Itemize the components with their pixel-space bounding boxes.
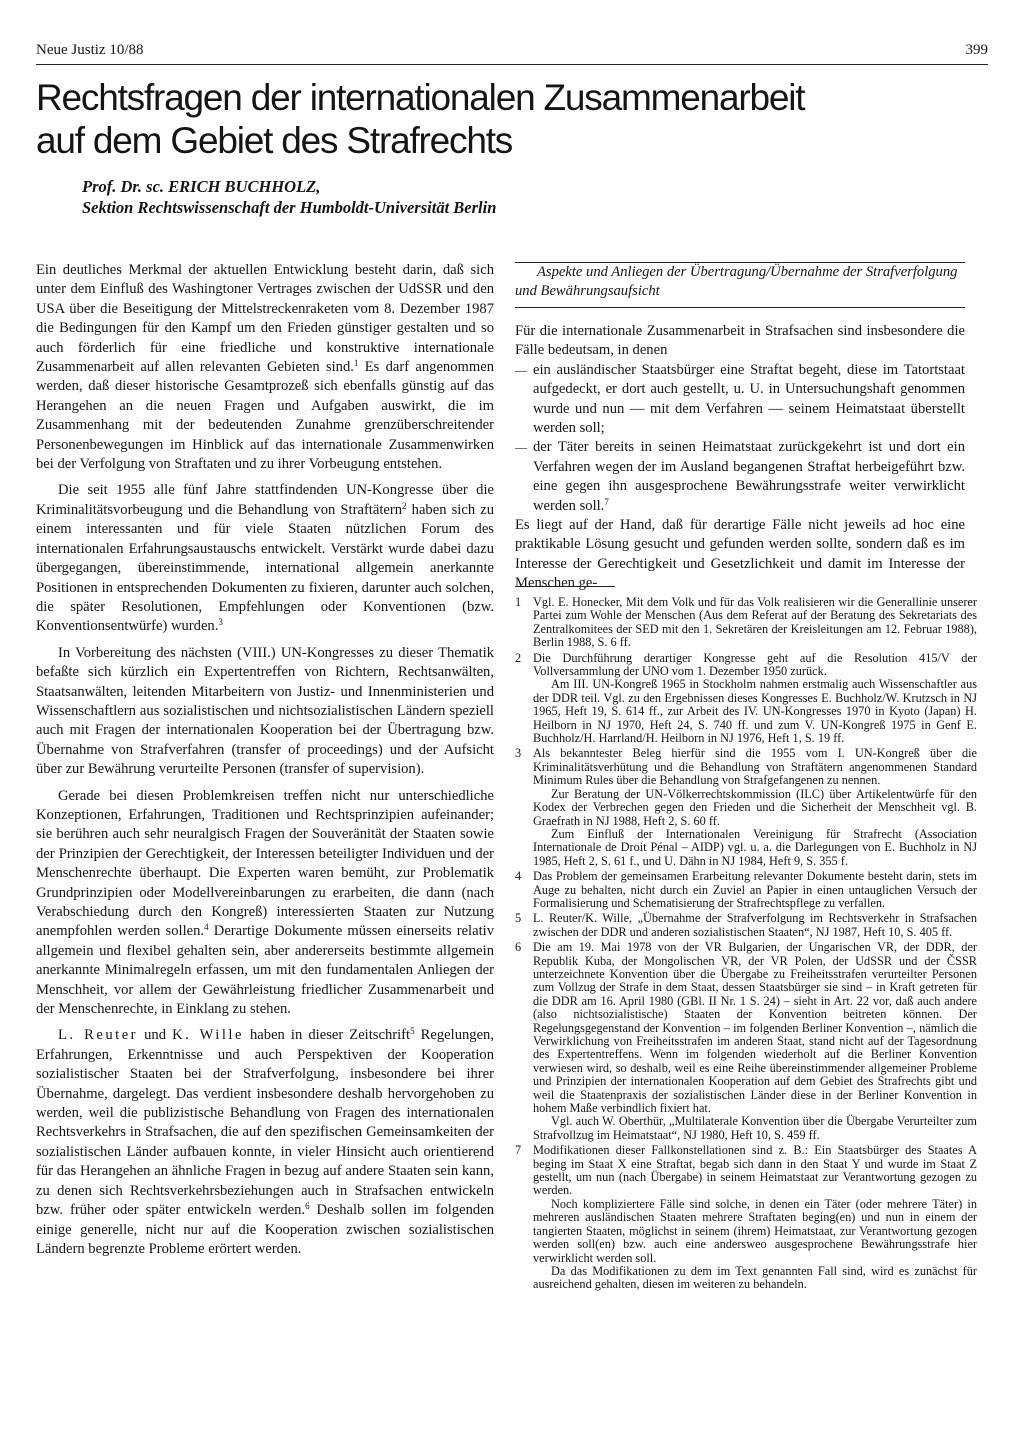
- footnote-ref: 6: [305, 1201, 310, 1212]
- left-column: [36, 261, 494, 1259]
- footnote-number: 2: [515, 650, 522, 665]
- paragraph-3: In Vorbereitung des nächsten (VIII.) UN-Kongresses zu dieser Thematik befaßte sich kürzlich ein Expertentreffen von Richtern, Rechtsanwälten, Staatsanwälten, leitenden Mitarbeitern von Justiz- und Innenministerien und Wissenschaftlern aus sozialistischen und nichtsozialistischen Ländern speziell auch mit Fragen der internationalen Kooperation bei der Übertragung bzw. Übernahme von Strafverfahren (transfer of proceedings) und der Aufsicht über zur Bewährung verurteilte Personen (transfer of supervision).: [36, 644, 494, 778]
- footnote-5: [515, 912, 977, 939]
- footnote-ref: 5: [410, 1026, 415, 1037]
- footnote-text: Vgl. E. Honecker, Mit dem Volk und für das Volk realisieren wir die Generallinie unserer Partei zum Wohle der Menschen (Aus dem Referat auf der Beratung des Sekretariats des Zentralkomitees der SED mit den 1. Sekretären der Kreisleitungen am 12. Februar 1988), Berlin 1988, S. 6 ff.: [533, 595, 977, 650]
- journal-issue: Neue Justiz 10/88: [36, 42, 144, 58]
- footnote-text: Modifikationen dieser Fallkonstellationen sind z. B.: Ein Staatsbürger des Staates A beging im Staat X eine Straftat, begab sich dann in den Staat Y und wurde im Staat Z gestellt, um nun (nach Übergabe) in seinem Heimatstaat zur Verantwortung gezogen zu werden.: [533, 1143, 977, 1198]
- text-run: Deshalb sollen im folgenden einige generelle, nicht nur auf die Kooperation zwischen sozialistischen Ländern begrenzte Probleme erörtert werden.: [36, 1202, 494, 1257]
- list-item: [515, 361, 965, 439]
- footnote-number: 4: [515, 869, 522, 884]
- title-line-1: Rechtsfragen der internationalen Zusammenarbeit: [36, 77, 805, 118]
- text-run: Derartige Dokumente müssen einerseits relativ allgemein und flexibel gehalten sein, aber andererseits bestimmte allgemein anerkannte Minimalregeln erfassen, um mit den fundamentalen Anliegen der Menschheit, vor allem der Gewährleistung friedlicher Zusammenarbeit und der Menschenrechte, in Einklang zu stehen.: [36, 923, 494, 1018]
- footnote-text: Noch kompliziertere Fälle sind solche, in denen ein Täter (oder mehrere Täter) in mehreren ausländischen Staaten mehrere Straftaten beging(en) und nun in einem der tangierten Staaten, möglichst in seinem (ihrem) Heimatstaat, zur Verantwortung gezogen werden soll(en) bzw. auch eine andersweo ausgesprochene Bewährungsstrafe hier verwirklicht werden soll.: [533, 1196, 977, 1265]
- footnote-ref: 4: [204, 922, 209, 933]
- text-run: der Täter bereits in seinen Heimatstaat zurückgekehrt ist und dort ein Verfahren wegen der im Ausland begangenen Straftat herbeigeführt bzw. eine gegen ihn ausgesprochene Bewährungsstrafe weiter verwirklicht werden soll.: [533, 439, 965, 514]
- page-number: 399: [965, 42, 988, 58]
- intro-paragraph: Für die internationale Zusammenarbeit in Strafsachen sind insbesondere die Fälle bedeutsam, in denen: [515, 323, 965, 359]
- footnotes: [515, 596, 977, 1292]
- text-run: Es darf angenommen werden, daß dieser historische Gesamtprozeß sich ebenfalls günstig auf das Herangehen an die neuen Fragen und Aufgaben auswirkt, die im Zusammenhang mit der bedeutenden Zunahme grenzüberschreitender Personenbewegungen im Hinblick auf das internationale Zusammenwirken bei der Verfolgung von Straftaten und zu ihrer Vorbeugung entstehen.: [36, 359, 494, 473]
- author-block: [82, 176, 782, 218]
- footnote-7: [515, 1144, 977, 1291]
- text-run: haben sich zu einem interessanten und für viele Staaten nützlichen Forum des internationalen Erfahrungsaustauschs entwickelt. Verstärkt wurde dabei dazu übergegangen, übereinstimmende, international allgemein anerkannte Positionen in entsprechenden Dokumenten zu fixieren, darunter auch solchen, die später Resolutionen, Empfehlungen oder Konventionen (bzw. Konventionsentwürfe) wurden.: [36, 501, 495, 635]
- running-header: [36, 42, 988, 64]
- footnote-text: Das Problem der gemeinsamen Erarbeitung relevanter Dokumente besteht darin, stets im Auge zu behalten, nicht durch ein Zuviel an Papier in einen untauglichen Versuch der Formalisierung und Schematisierung der Strafrechtspflege zu verfallen.: [533, 869, 977, 910]
- text-run: Die seit 1955 alle fünf Jahre stattfindenden UN-Kongresse über die Kriminalitätsvorbeugung und die Behandlung von Straftätern: [36, 482, 494, 518]
- text-run: Gerade bei diesen Problemkreisen treffen nicht nur unterschiedliche Konzeptionen, Erfahrungen, Traditionen und Rechtsprinzipien aufeinander; sie berühren auch sehr neuralgisch Fragen der Souveränität der Staaten sowie der Prinzipien der Gerechtigkeit, der Interessen beteiligter Individuen und der Menschenrechte überhaupt. Die Experten waren bemüht, zur Problematik Grundprinzipien oder Modellvereinbarungen zu erarbeiten, die dann (nach Verabschiedung durch den Kongreß) interessierten Staaten zur Nutzung anempfohlen werden sollen.: [36, 787, 494, 940]
- paragraph-5: [36, 1026, 494, 1259]
- footnote-text: Die am 19. Mai 1978 von der VR Bulgarien, der Ungarischen VR, der DDR, der Republik Kuba, der Mongolischen VR, der VR Polen, der UdSSR und der ČSSR unterzeichnete Konvention über die Übergabe zu Freiheitsstrafen verurteilter Personen zum Vollzug der Strafe in dem Staat, dessen Staatsbürger sie sind – in Kraft getreten für die DDR am 16. April 1980 (GBl. II Nr. 1 S. 24) – sieht in Art. 22 vor, daß auch andere (also nichtsozialistische) Staaten der Konvention beitreten können. Der Regelungsgegenstand der Konvention – im folgenden Berliner Konvention –, nämlich die Verwirklichung von Freiheitsstrafen im anderen Staat, stand nicht auf der Tagesordnung des Expertentreffens. Wenn im folgenden wiederholt auf die Berliner Konvention verwiesen wird, so deshalb, weil es eine Reihe übereinstimmender allgemeiner Probleme und Prinzipien der internationalen Kooperation auf dem Gebiet des Strafrechts gibt und weil die Staatenpraxis der sozialistischen Länder diese in der Berliner Konvention in hohem Maße verbindlich fixiert hat.: [533, 940, 977, 1116]
- outro-paragraph: Es liegt auf der Hand, daß für derartige Fälle nicht jeweils ad hoc eine praktikable Lösung gesucht und gefunden werden sollte, sondern daß es im Interesse der Gerechtigkeit und Gesetzlichkeit und damit im Interesse der Menschen ge-: [515, 517, 965, 592]
- footnote-6: [515, 941, 977, 1142]
- text-run: Ein deutliches Merkmal der aktuellen Entwicklung besteht darin, daß sich unter dem Einfluß des Washingtoner Vertrages zwischen der UdSSR und den USA über die Beseitigung der Mittelstreckenraketen vom 8. Dezember 1987 die Bedingungen für den Kampf um den Frieden günstiger gestalten und so auch förderlich für eine friedliche und konstruktive internationale Zusammenarbeit auf allen relevanten Gebieten sind.: [36, 262, 494, 376]
- footnote-text: Am III. UN-Kongreß 1965 in Stockholm nahmen erstmalig auch Wissenschaftler aus der DDR teil. Vgl. zu den Ergebnissen dieses Kongresses E. Buchholz/W. Krutzsch in NJ 1965, Heft 19, S. 614 ff., zur Arbeit des IV. UN-Kongresses 1970 in Kyoto (Japan) H. Heilborn in NJ 1970, Heft 24, S. 740 ff. und zum V. UN-Kongreß 1975 in Genf E. Buchholz/H. Harrland/H. Heilborn in NJ 1976, Heft 1, S. 19 ff.: [533, 677, 977, 746]
- list-item: [515, 438, 965, 516]
- author-affiliation: Sektion Rechtswissenschaft der Humboldt-Universität Berlin: [82, 198, 497, 217]
- text-run: haben in dieser Zeitschrift: [243, 1027, 411, 1044]
- right-body: [515, 322, 965, 594]
- footnote-text: Vgl. auch W. Oberthür, „Multilaterale Konvention über die Übergabe Verurteilter zum Strafvollzug im Heimatstaat“, NJ 1980, Heft 10, S. 459 ff.: [533, 1114, 977, 1142]
- footnote-number: 7: [515, 1143, 522, 1158]
- footnote-rule: [515, 586, 615, 587]
- title-line-2: auf dem Gebiet des Strafrechts: [36, 120, 513, 161]
- text-run: Regelungen, Erfahrungen, Erkenntnisse und auch Perspektiven der Kooperation sozialistischer Staaten bei der Strafverfolgung, insbesondere bei ihrer Übernahme, dargelegt. Das verdient insbesondere deshalb hervorgehoben zu werden, weil die publizistische Behandlung von Fragen des internationalen Rechtsverkehrs in Strafsachen, die auf den spezifischen Gemeinsamkeiten der sozialistischen Länder aufbauen konnte, in vieler Hinsicht auch orientierend für das Herangehen an ähnliche Fragen in bezug auf andere Staaten sein kann, zu denen sich Rechtsverkehrsbeziehungen auch in Strafsachen entwickeln bzw. früher oder später entwickeln werden.: [36, 1027, 495, 1219]
- footnote-number: 6: [515, 940, 522, 955]
- footnote-text: Die Durchführung derartiger Kongresse geht auf die Resolution 415/V der Vollversammlung der UNO vom 1. Dezember 1950 zurück.: [533, 650, 977, 679]
- footnote-text: Da das Modifikationen zu dem im Text genannten Fall sind, wird es zunächst für ausreichend gehalten, diesen im weiteren zu behandeln.: [533, 1263, 977, 1292]
- article-title: [36, 76, 986, 162]
- cited-author: L. Reuter: [58, 1027, 139, 1044]
- section-heading: Aspekte und Anliegen der Übertragung/Übernahme der Strafverfolgung und Bewährungsaufsicht: [515, 264, 958, 299]
- right-column: [515, 262, 965, 594]
- case-list: [515, 361, 965, 516]
- footnote-number: 5: [515, 911, 522, 926]
- footnote-3: [515, 747, 977, 868]
- footnote-ref: 2: [402, 500, 407, 511]
- footnote-number: 1: [515, 595, 522, 609]
- paragraph-4: [36, 787, 494, 1020]
- footnote-text: Als bekanntester Beleg hierfür sind die 1955 vom I. UN-Kongreß über die Kriminalitätsverhütung und die Behandlung von Straftätern angenommenen Standard Minimum Rules über die Behandlung von Strafgefangenen zu nennen.: [533, 746, 977, 788]
- text-run: ein ausländischer Staatsbürger eine Straftat begeht, diese im Tatortstaat aufgedeckt, er dort auch gestellt, u. U. in Untersuchungshaft genommen wurde und nun — mit dem Verfahren — seinem Heimatstaat überstellt werden soll;: [533, 361, 965, 437]
- footnote-1: [515, 596, 977, 650]
- footnote-text: L. Reuter/K. Wille, „Übernahme der Strafverfolgung im Rechtsverkehr in Strafsachen zwischen der DDR und anderen sozialistischen Staaten“, NJ 1987, Heft 10, S. 405 ff.: [533, 911, 977, 939]
- cited-author: K. Wille: [172, 1027, 244, 1044]
- text-run: und: [138, 1027, 173, 1044]
- footnote-4: [515, 870, 977, 910]
- section-gap: [515, 308, 965, 322]
- footnote-number: 3: [515, 746, 522, 761]
- footnote-ref: 1: [353, 358, 359, 369]
- paragraph-2: [36, 481, 494, 636]
- author-name: Prof. Dr. sc. ERICH BUCHHOLZ,: [82, 177, 321, 196]
- footnote-2: [515, 652, 977, 746]
- footnote-ref: 7: [604, 496, 609, 507]
- footnote-text: Zur Beratung der UN-Völkerrechtskommission (ILC) über Artikelentwürfe für den Kodex der Verbrechen gegen den Frieden und die Sicherheit der Menschheit vgl. B. Graefrath in NJ 1988, Heft 2, S. 60 ff.: [533, 786, 977, 828]
- paragraph-1: [36, 261, 494, 474]
- footnote-ref: 3: [218, 617, 223, 628]
- header-rule: [36, 64, 988, 65]
- footnote-text: Zum Einfluß der Internationalen Vereinigung für Strafrecht (Association Internationale de Droit Pénal – AIDP) vgl. u. a. die Darlegungen von E. Buchholz in NJ 1985, Heft 2, S. 61 f., und U. Dähn in NJ 1984, Heft 9, S. 355 f.: [533, 826, 977, 868]
